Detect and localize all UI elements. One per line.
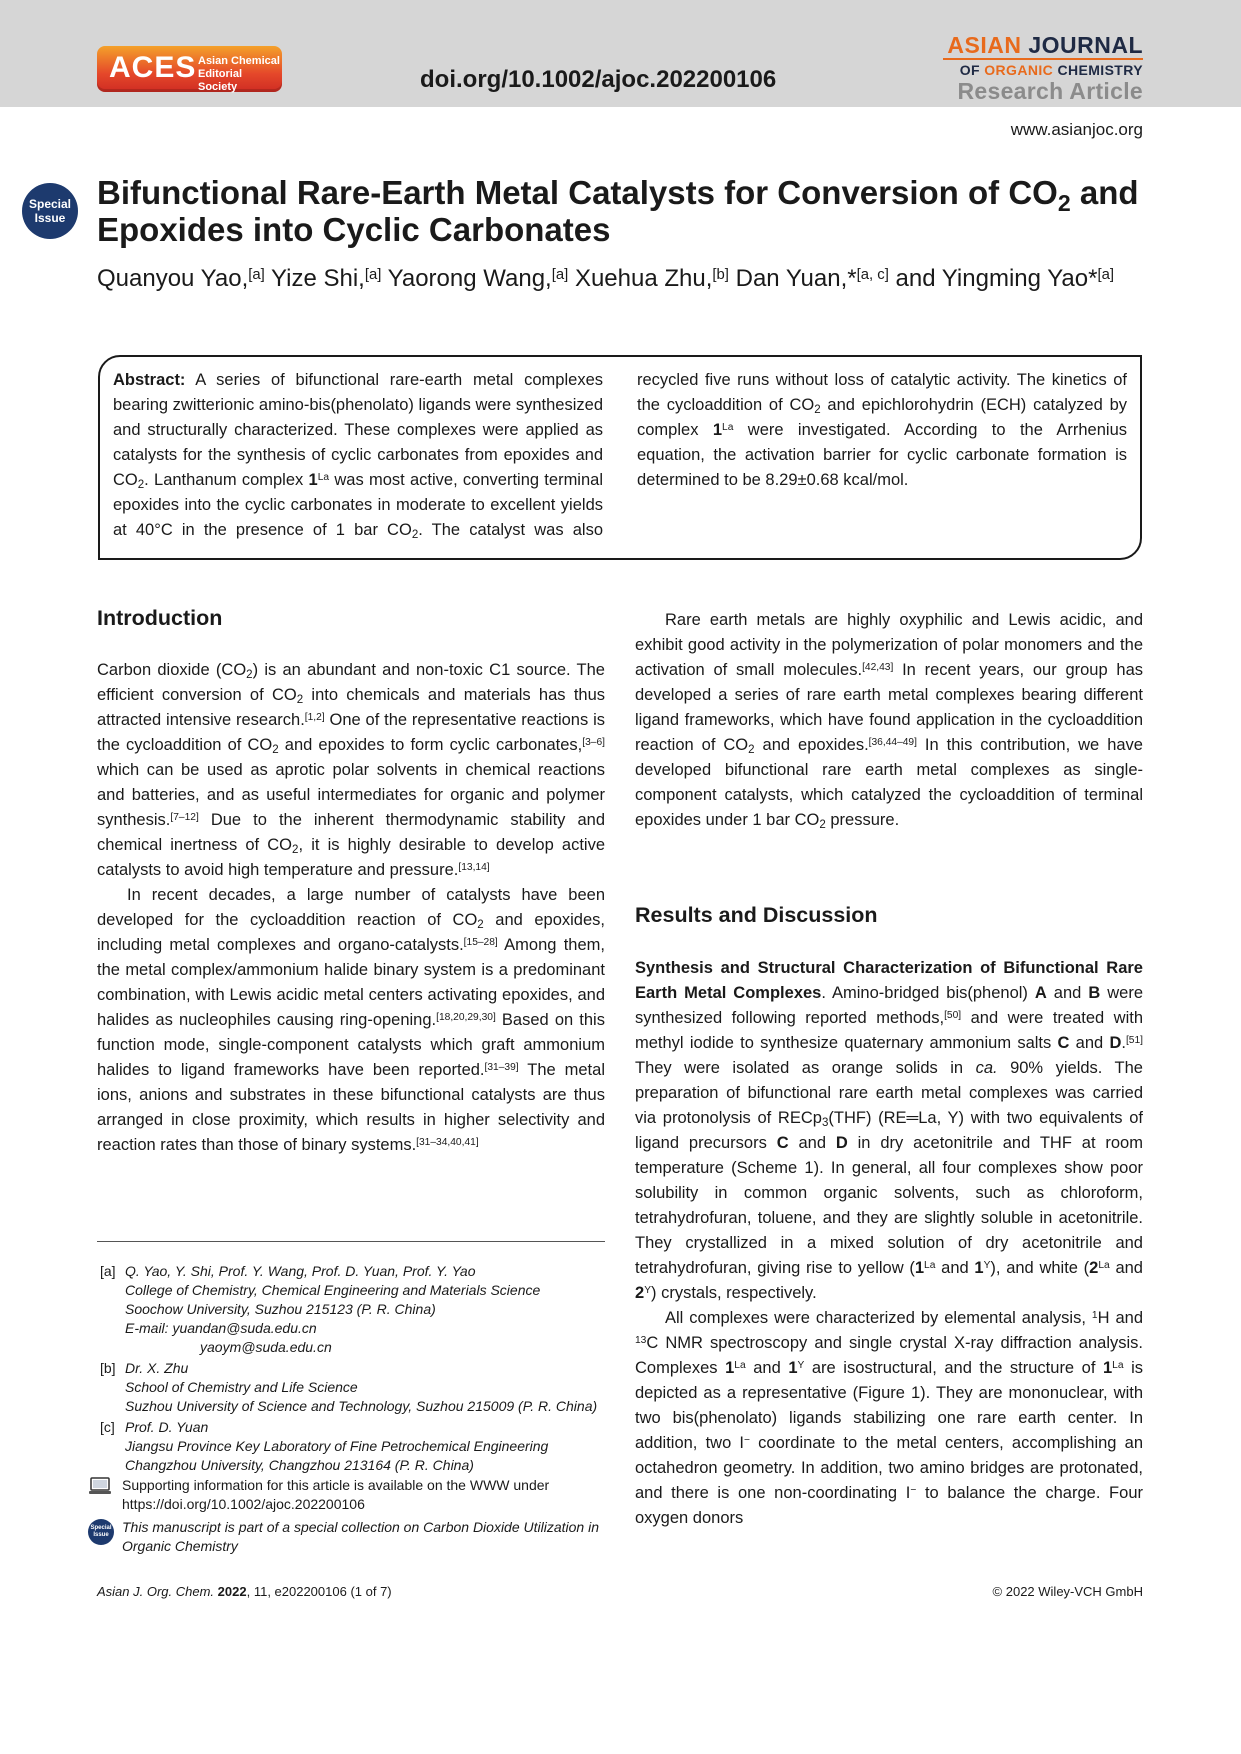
affiliation-line: Prof. D. Yuan — [125, 1419, 209, 1435]
citation[interactable]: [31–34,40,41] — [416, 1137, 479, 1149]
citation[interactable]: [51] — [1125, 1035, 1144, 1047]
footnote-divider — [97, 1241, 605, 1242]
affiliation-line: Changzhou University, Changzhou 213164 (P. R. China) — [125, 1457, 474, 1473]
journal-line2-a: OF — [959, 62, 985, 78]
results-column — [635, 956, 1143, 1531]
footer-year: 2022 — [214, 1584, 247, 1599]
abstract-label: Abstract: — [113, 371, 186, 389]
citation[interactable]: [50] — [944, 1010, 962, 1022]
special-issue-badge: Special Issue — [22, 183, 78, 239]
aces-logo — [97, 46, 282, 92]
section-heading-introduction: Introduction — [97, 606, 223, 630]
author-name: and Yingming Yao* — [895, 265, 1098, 292]
author-affiliation: [a] — [551, 267, 569, 284]
abstract-part: . Lanthanum complex — [144, 471, 309, 489]
section-heading-results: Results and Discussion — [635, 903, 878, 927]
article-title — [97, 174, 1147, 248]
author-name: Quanyou Yao, — [97, 265, 249, 292]
results-paragraph-2: All complexes were characterized by elemental analysis, $^1$H and $^{13}$C NMR spectroscopy and single crystal X-ray diffraction analysis. Complexes $1^{La}$ and $1^Y$ are isostructural, and the structure of $1^{La}$ is depicted as a representative (Figure 1). They are mononuclear, with two bis(phenolato) ligands stabilizing one rare earth center. In addition, two I− coordinate to the metal centers, accomplishing an octahedron geometry. In addition, two amino bridges are protonated, and there is one non-coordinating I− to balance the charge. Four oxygen donors — [635, 1309, 1144, 1527]
author-name: Dan Yuan,* — [735, 265, 857, 292]
affiliation-tag: [c] — [100, 1419, 115, 1435]
affiliation-line: Jiangsu Province Key Laboratory of Fine Petrochemical Engineering — [125, 1438, 549, 1454]
author-affiliation: [a, c] — [856, 267, 889, 284]
compound-superscript: La — [317, 472, 330, 484]
affiliation-email[interactable]: E-mail: yuandan@suda.edu.cn — [125, 1320, 317, 1336]
aces-logo-word: ACES — [109, 51, 197, 84]
supporting-information-note: Supporting information for this article is available on the WWW under https://doi.org/10.1002/ajoc.202200106 — [122, 1477, 550, 1512]
special-collection-note: This manuscript is part of a special collection on Carbon Dioxide Utilization in Organic Chemistry — [122, 1519, 599, 1554]
compound-superscript: La — [722, 422, 734, 434]
author-name: Xuehua Zhu, — [574, 265, 713, 292]
journal-website[interactable]: www.asianjoc.org — [1010, 120, 1143, 139]
author-name: Yaorong Wang, — [387, 265, 552, 292]
citation[interactable]: [18,20,29,30] — [436, 1012, 496, 1024]
intro-continued-column — [635, 608, 1143, 833]
citation[interactable]: [36,44–49] — [868, 737, 917, 749]
article-type: Research Article — [957, 78, 1143, 104]
journal-brand — [943, 33, 1143, 104]
citation[interactable]: [1,2] — [304, 712, 325, 724]
journal-line1-b: JOURNAL — [1028, 32, 1143, 58]
title-subscript: 2 — [1057, 189, 1071, 216]
subscript: 2 — [137, 479, 145, 492]
affiliation-tag: [b] — [100, 1360, 116, 1376]
affiliation-line: Dr. X. Zhu — [125, 1360, 189, 1376]
citation[interactable]: [42,43] — [862, 662, 894, 674]
results-paragraph-1: Synthesis and Structural Characterization of Bifunctional Rare Earth Metal Complexes. Amino-bridged bis(phenol) A and B were synthesized following reported methods,[50] and were treated with methyl iodide to synthesize quaternary ammonium salts C and D.[51] They were isolated as orange solids in ca. 90% yields. The preparation of bifunctional rare earth metal complexes was carried via protonolysis of RECp$_3$(THF) (RE═La, Y) with two equivalents of ligand precursors C and D in dry acetonitrile and THF at room temperature (Scheme 1). In general, all four complexes show poor solubility in common organic solvents, such as chloroform, tetrahydrofuran, toluene, and they are slightly soluble in acetonitrile. They crystallized in a mixed solution of dry acetonitrile and tetrahydrofuran, giving rise to yellow ($1^{La}$ and $1^Y$), and white ($2^{La}$ and $2^Y$) crystals, respectively. — [635, 959, 1144, 1302]
abstract-text — [113, 368, 1127, 548]
affiliation-line: Q. Yao, Y. Shi, Prof. Y. Wang, Prof. D. Yuan, Prof. Y. Yao — [125, 1263, 476, 1279]
intro-paragraph-2: In recent decades, a large number of catalysts have been developed for the cycloaddition reaction of $CO_2$ and epoxides, including metal complexes and organo-catalysts.[15–28] Among them, the metal complex/ammonium halide binary system is a predominant combination, with Lewis acidic metal centers activating epoxides, and halides as nucleophiles causing ring-opening.[18,20,29,30] Based on this function mode, single-component catalysts which graft ammonium halides to ligand frameworks have been reported.[31–39] The metal ions, anions and substrates in these bifunctional catalysts are thus arranged in close proximity, which results in higher selectivity and reaction rates than those of binary systems.[31–34,40,41] — [97, 886, 605, 1154]
author-affiliation: [a] — [1097, 267, 1115, 284]
affiliation-line: School of Chemistry and Life Science — [125, 1379, 358, 1395]
affiliation-tag: [a] — [100, 1263, 116, 1279]
title-part-a: Bifunctional Rare-Earth Metal Catalysts for Conversion of CO — [97, 174, 1058, 211]
doi-link[interactable]: doi.org/10.1002/ajoc.202200106 — [420, 66, 777, 93]
compound-number: 1 — [712, 421, 723, 439]
abstract-part: . The catalyst was also recycled five runs without loss of catalytic activity. The kinetics of the cycloaddition of CO — [418, 371, 1127, 539]
journal-rule — [943, 58, 1143, 60]
intro-column — [97, 658, 605, 1158]
aces-logo-subtitle: Asian Chemical Editorial Society — [198, 55, 280, 93]
subscript: 2 — [411, 529, 419, 542]
title-part-b: and Epoxides into Cyclic Carbonates — [97, 174, 1139, 248]
author-list — [97, 262, 1147, 295]
citation[interactable]: [15–28] — [463, 937, 498, 949]
intro-paragraph-1: Carbon dioxide $(CO_2)$ is an abundant and non-toxic C1 source. The efficient conversion of $CO_2$ into chemicals and materials has thus attracted intensive research.[1,2] One of the representative reactions is the cycloaddition of $CO_2$ and epoxides to form cyclic carbonates,[3–6] which can be used as aprotic polar solvents in chemical reactions and batteries, and as useful intermediates for organic and polymer synthesis.[7–12] Due to the inherent thermodynamic stability and chemical inertness of $CO_2$, it is highly desirable to develop active catalysts to avoid high temperature and pressure.[13,14] — [97, 661, 606, 879]
author-affiliation: [a] — [364, 267, 382, 284]
intro-paragraph-3: Rare earth metals are highly oxyphilic and Lewis acidic, and exhibit good activity in the polymerization of polar monomers and the activation of small molecules.[42,43] In recent years, our group has developed a series of rare earth metal complexes bearing different ligand frameworks, which have found application in the cycloaddition reaction of $CO_2$ and epoxides.[36,44–49] In this contribution, we have developed bifunctional rare earth metal complexes as single-component catalysts, which catalyzed the cycloaddition of terminal epoxides under 1 bar $CO_2$ pressure. — [635, 611, 1143, 832]
abstract-part: A series of bifunctional rare-earth metal complexes bearing zwitterionic amino-bis(phenolato) ligands were synthesized and structurally characterized. These complexes were applied as catalysts for the synthesis of cyclic carbonates from epoxides and CO — [113, 371, 603, 489]
affiliation-line: College of Chemistry, Chemical Engineering and Materials Science — [125, 1282, 541, 1298]
footer-journal: Asian J. Org. Chem. — [97, 1584, 215, 1599]
author-name: Yize Shi, — [271, 265, 365, 292]
footer-volume: , 11, e202200106 (1 of 7) — [246, 1584, 392, 1599]
affiliation-line: Suzhou University of Science and Technology, Suzhou 215009 (P. R. China) — [125, 1398, 598, 1414]
abstract-part: and epichlorohydrin (ECH) catalyzed by complex — [637, 396, 1127, 439]
special-issue-small-badge: Special Issue — [88, 1519, 114, 1545]
computer-icon — [88, 1477, 112, 1495]
page-footer-copyright: © 2022 Wiley-VCH GmbH — [992, 1584, 1143, 1599]
author-affiliation: [b] — [712, 267, 729, 284]
citation[interactable]: [7–12] — [170, 812, 199, 824]
journal-line2-c: CHEMISTRY — [1053, 62, 1143, 78]
citation[interactable]: [13,14] — [458, 862, 490, 874]
journal-line1-a: ASIAN — [947, 32, 1029, 58]
subsection-heading: Synthesis and Structural Characterization of Bifunctional Rare Earth Metal Complexes — [635, 959, 1143, 1002]
abstract-part: was most active, converting terminal epoxides into the cyclic carbonates in moderate to excellent yields at 40°C in the presence of 1 bar CO — [113, 471, 603, 539]
citation[interactable]: [31–39] — [484, 1062, 519, 1074]
citation[interactable]: [3–6] — [582, 737, 606, 749]
author-affiliation: [a] — [248, 267, 265, 284]
journal-line2-b: ORGANIC — [984, 62, 1054, 78]
affiliation-email[interactable]: yaoym@suda.edu.cn — [200, 1339, 332, 1355]
compound-number: 1 — [308, 471, 318, 489]
page-footer-citation — [97, 1584, 392, 1599]
affiliation-line: Soochow University, Suzhou 215123 (P. R. China) — [125, 1301, 436, 1317]
subscript: 2 — [814, 404, 821, 417]
abstract-part: were investigated. According to the Arrhenius equation, the activation barrier for cyclic carbonate formation is determined to be 8.29±0.68 kcal/mol. — [637, 421, 1127, 489]
